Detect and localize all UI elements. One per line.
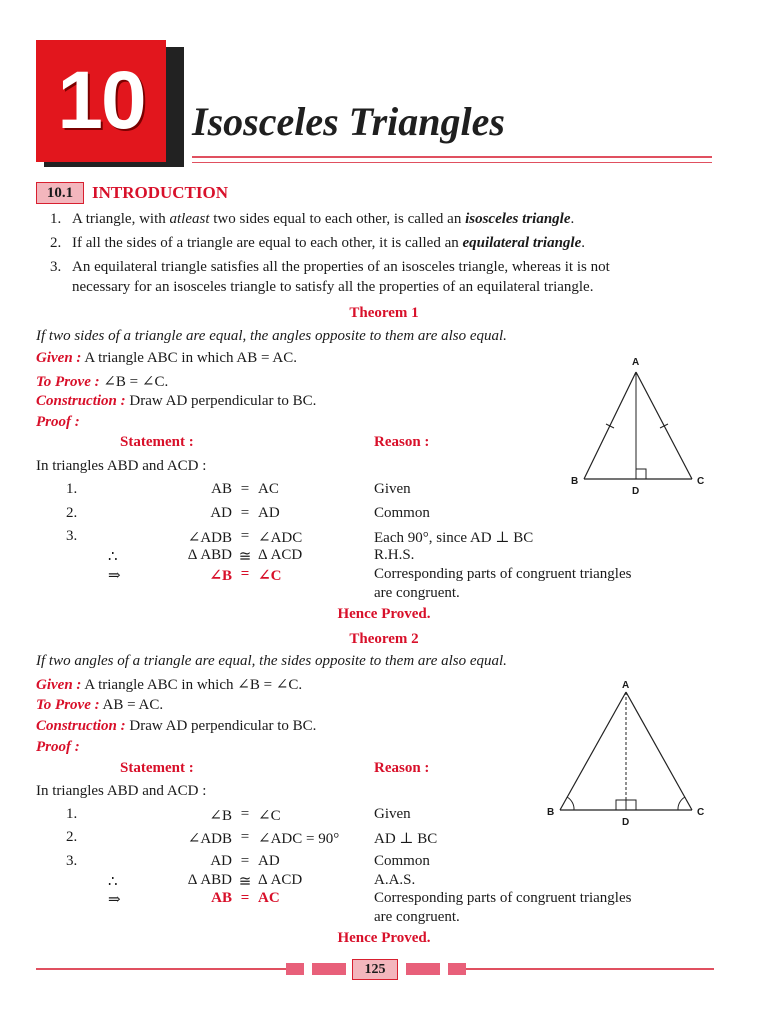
fig2-side-ac xyxy=(626,692,692,810)
proof-operator: = xyxy=(240,890,250,906)
proof-reason: A.A.S. xyxy=(374,872,416,888)
proof-rhs: AC xyxy=(258,890,280,906)
proof-row-number: 1. xyxy=(66,806,78,822)
title-rule-bottom xyxy=(192,162,712,163)
proof-operator: ≅ xyxy=(238,874,252,890)
fig2-label-b: B xyxy=(547,807,555,818)
intro-item xyxy=(50,235,585,252)
given-text: A triangle ABC in which ∠B = ∠C. xyxy=(84,677,303,693)
given-label: Given : xyxy=(36,350,82,366)
footer-rule-left xyxy=(36,968,286,970)
theorem2-construction xyxy=(36,718,316,735)
proof-row-number: 3. xyxy=(66,853,78,869)
footer-block xyxy=(406,963,440,975)
implies-symbol: ⇒ xyxy=(108,568,121,584)
fig2-right-angle-mark-right xyxy=(626,800,636,810)
proof-row-number: 2. xyxy=(66,829,78,845)
intro-text: . xyxy=(570,211,575,227)
theorem1-figure xyxy=(566,350,716,500)
proof-rhs: Δ ACD xyxy=(258,872,303,888)
fig1-right-angle-mark xyxy=(636,469,646,479)
proof-rhs: Δ ACD xyxy=(258,547,303,563)
intro-item-number: 3. xyxy=(50,259,62,275)
theorem1-proof-label: Proof : xyxy=(36,414,80,430)
proof-rhs: ∠C xyxy=(258,808,281,824)
intro-item xyxy=(50,259,610,276)
proof-lhs: Δ ABD xyxy=(187,547,232,563)
theorem2-title: Theorem 2 xyxy=(349,631,419,647)
proof-operator: = xyxy=(240,528,250,544)
proof-lhs: ∠ADB xyxy=(187,530,232,546)
proof-reason: AD ⊥ BC xyxy=(374,831,438,847)
theorem2-reason-cont: are congruent. xyxy=(374,909,460,925)
intro-text: necessary for an isosceles triangle to satisfy all the properties of an equilateral triangle. xyxy=(72,279,594,295)
proof-reason: Corresponding parts of congruent triangles xyxy=(374,890,632,906)
theorem2-proof-label: Proof : xyxy=(36,739,80,755)
proof-rhs: AD xyxy=(258,505,280,521)
theorem2-given xyxy=(36,675,302,694)
theorem1-construction xyxy=(36,393,316,410)
proof-row-number: 3. xyxy=(66,528,78,544)
theorem2-to-prove xyxy=(36,697,163,714)
proof-rhs: AD xyxy=(258,853,280,869)
fig2-angle-arc-c xyxy=(678,797,685,810)
intro-item xyxy=(72,279,593,296)
to-prove-label: To Prove : xyxy=(36,374,100,390)
theorem1-to-prove xyxy=(36,372,168,391)
footer-block xyxy=(286,963,304,975)
proof-reason: Given xyxy=(374,806,411,822)
proof-reason: R.H.S. xyxy=(374,547,415,563)
title-rule-top xyxy=(192,156,712,158)
intro-text: If all the sides of a triangle are equal to each other, it is called an xyxy=(72,235,463,251)
theorem1-statement: If two sides of a triangle are equal, the angles opposite to them are also equal. xyxy=(36,328,507,344)
proof-reason: Given xyxy=(374,481,411,497)
theorem1-given xyxy=(36,350,297,367)
proof-rhs: AC xyxy=(258,481,279,497)
fig1-label-a: A xyxy=(632,357,640,368)
construction-label: Construction : xyxy=(36,393,126,409)
proof-reason: Common xyxy=(374,853,430,869)
proof-lhs: ∠B xyxy=(209,568,232,584)
theorem2-statement: If two angles of a triangle are equal, the sides opposite to them are also equal. xyxy=(36,653,507,669)
proof-operator: = xyxy=(240,806,250,822)
construction-text: Draw AD perpendicular to BC. xyxy=(129,718,317,734)
proof-lhs: ∠B xyxy=(209,808,232,824)
proof-row-number: 2. xyxy=(66,505,78,521)
proof-rhs: ∠C xyxy=(258,568,282,584)
theorem2-statement-header: Statement : xyxy=(120,760,194,776)
proof-operator: = xyxy=(240,853,250,869)
theorem1-title: Theorem 1 xyxy=(349,305,419,321)
proof-lhs: Δ ABD xyxy=(187,872,232,888)
footer-block xyxy=(312,963,346,975)
fig2-side-ab xyxy=(560,692,626,810)
given-text: A triangle ABC in which AB = AC. xyxy=(84,350,297,366)
theorem2-reason-header: Reason : xyxy=(374,760,430,776)
theorem2-intro-line: In triangles ABD and ACD : xyxy=(36,783,207,799)
theorem1-intro-line: In triangles ABD and ACD : xyxy=(36,458,207,474)
proof-lhs: AB xyxy=(211,481,232,497)
intro-item-number: 1. xyxy=(50,211,62,227)
fig1-label-c: C xyxy=(697,476,705,487)
proof-operator: = xyxy=(240,505,250,521)
therefore-symbol: ∴ xyxy=(108,549,118,565)
intro-text: equilateral triangle xyxy=(462,235,582,251)
to-prove-label: To Prove : xyxy=(36,697,100,713)
to-prove-text: ∠B = ∠C. xyxy=(103,374,169,390)
chapter-title: Isosceles Triangles xyxy=(192,99,505,144)
theorem2-figure xyxy=(540,676,710,826)
intro-text: A triangle, with xyxy=(72,211,170,227)
proof-reason: Each 90°, since AD ⊥ BC xyxy=(374,530,534,546)
theorem2-hence-proved: Hence Proved. xyxy=(337,930,431,946)
proof-operator: ≅ xyxy=(238,549,252,565)
intro-text: . xyxy=(581,235,585,251)
intro-text: two sides equal to each other, is called an xyxy=(209,211,466,227)
footer-block xyxy=(448,963,466,975)
proof-lhs: AD xyxy=(210,505,232,521)
theorem1-reason-cont: are congruent. xyxy=(374,585,460,601)
intro-item xyxy=(50,211,575,228)
theorem1-statement-header: Statement : xyxy=(120,434,194,450)
fig2-label-a: A xyxy=(622,680,630,691)
proof-row-number: 1. xyxy=(66,481,78,497)
intro-text: atleast xyxy=(169,211,210,227)
fig1-label-b: B xyxy=(571,476,579,487)
proof-rhs: ∠ADC = 90° xyxy=(258,831,340,847)
page-number: 125 xyxy=(352,959,398,980)
section-number-badge: 10.1 xyxy=(36,182,84,204)
proof-reason: Corresponding parts of congruent triangles xyxy=(374,566,632,582)
section-title: INTRODUCTION xyxy=(92,183,229,202)
fig2-angle-arc-b xyxy=(567,797,574,810)
construction-label: Construction : xyxy=(36,718,126,734)
fig1-label-d: D xyxy=(632,486,640,497)
fig2-label-d: D xyxy=(622,817,630,826)
fig2-label-c: C xyxy=(697,807,705,818)
intro-text: isosceles triangle xyxy=(465,211,571,227)
proof-lhs: AB xyxy=(211,890,232,906)
construction-text: Draw AD perpendicular to BC. xyxy=(129,393,317,409)
therefore-symbol: ∴ xyxy=(108,874,118,890)
proof-operator: = xyxy=(240,566,250,582)
implies-symbol: ⇒ xyxy=(108,892,121,908)
proof-reason: Common xyxy=(374,505,430,521)
fig2-right-angle-mark-left xyxy=(616,800,626,810)
theorem1-reason-header: Reason : xyxy=(374,434,430,450)
given-label: Given : xyxy=(36,677,82,693)
chapter-number: 10 xyxy=(57,55,145,146)
proof-operator: = xyxy=(240,829,250,845)
theorem1-hence-proved: Hence Proved. xyxy=(337,606,431,622)
proof-lhs: ∠ADB xyxy=(187,831,232,847)
to-prove-text: AB = AC. xyxy=(102,697,164,713)
intro-item-number: 2. xyxy=(50,235,62,251)
proof-lhs: AD xyxy=(210,853,232,869)
proof-rhs: ∠ADC xyxy=(258,530,303,546)
footer-rule-right xyxy=(466,968,714,970)
intro-text: An equilateral triangle satisfies all the properties of an isosceles triangle, whereas it is not xyxy=(72,259,610,275)
proof-operator: = xyxy=(240,481,250,497)
